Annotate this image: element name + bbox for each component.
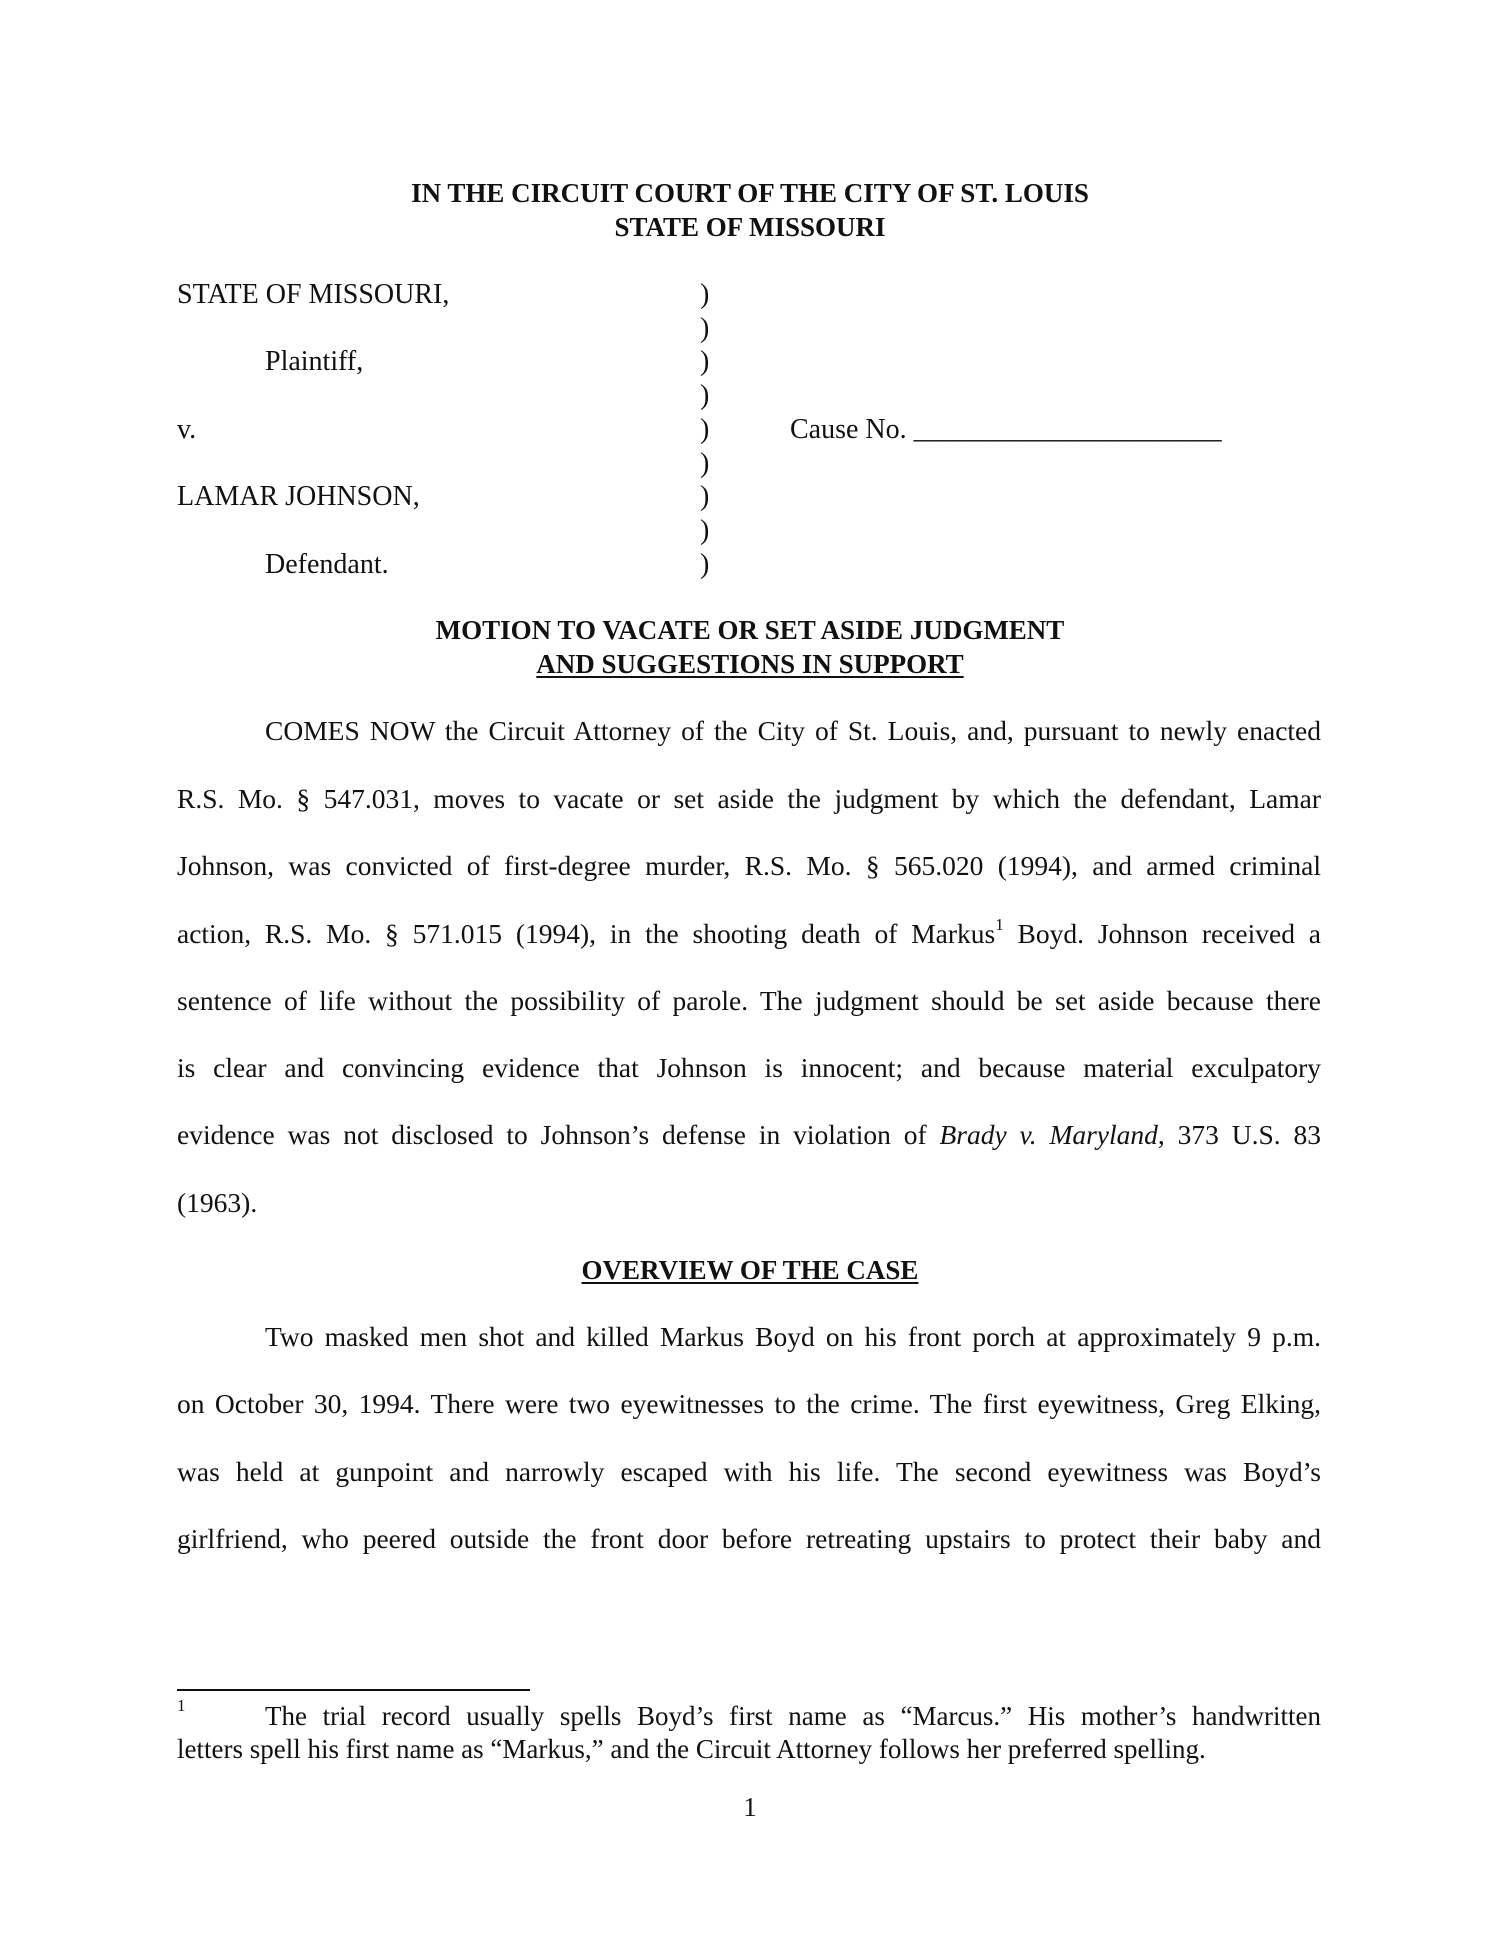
intro-line-4: [177, 914, 1322, 951]
overview-line-2: on October 30, 1994. There were two eyewitnesses to the crime. The first eyewitness, Greg Elking,: [177, 1388, 1321, 1419]
footnote-rule: [177, 1689, 530, 1691]
caption-paren: ): [700, 548, 710, 580]
intro-line-7: [177, 1118, 1321, 1152]
caption-paren: ): [700, 380, 710, 412]
intro-line-4-b: Boyd. Johnson received a: [1003, 918, 1322, 949]
plaintiff-name: STATE OF MISSOURI,: [177, 279, 450, 310]
intro-line-1: COMES NOW the Circuit Attorney of the City of St. Louis, and, pursuant to newly enacted: [265, 715, 1321, 746]
intro-line-6: is clear and convincing evidence that Johnson is innocent; and because material exculpatory: [177, 1052, 1321, 1083]
intro-line-7-a: evidence was not disclosed to Johnson’s defense in violation of: [177, 1119, 940, 1150]
caption-paren: ): [700, 312, 710, 344]
cause-number: [790, 413, 1222, 447]
cause-label: Cause No.: [790, 414, 907, 445]
caption-paren: ): [700, 346, 710, 378]
caption-paren: ): [700, 413, 710, 445]
intro-line-7-b: , 373 U.S. 83: [1157, 1119, 1322, 1150]
intro-line-4-a: action, R.S. Mo. § 571.015 (1994), in the shooting death of Markus: [177, 918, 996, 949]
motion-subtitle: [0, 647, 1500, 681]
footnote-line-1: The trial record usually spells Boyd’s first name as “Marcus.” His mother’s handwritten: [265, 1701, 1321, 1731]
footnote-ref: 1: [995, 914, 1004, 934]
cause-blank: ______________________: [913, 414, 1222, 445]
overview-line-1: Two masked men shot and killed Markus Boyd on his front porch at approximately 9 p.m.: [265, 1321, 1321, 1352]
caption-paren: ): [700, 514, 710, 546]
intro-line-3: Johnson, was convicted of first-degree murder, R.S. Mo. § 565.020 (1994), and armed criminal: [177, 850, 1321, 881]
motion-title: MOTION TO VACATE OR SET ASIDE JUDGMENT: [435, 615, 1065, 645]
motion-subtitle-text: AND SUGGESTIONS IN SUPPORT: [536, 649, 964, 679]
overview-heading-text: OVERVIEW OF THE CASE: [581, 1255, 919, 1285]
court-name: IN THE CIRCUIT COURT OF THE CITY OF ST. LOUIS: [411, 178, 1089, 208]
intro-line-2: R.S. Mo. § 547.031, moves to vacate or set aside the judgment by which the defendant, Lamar: [177, 783, 1321, 814]
overview-line-3: was held at gunpoint and narrowly escaped with his life. The second eyewitness was Boyd’s: [177, 1456, 1321, 1487]
case-citation: Brady v. Maryland: [939, 1119, 1158, 1150]
footnote-line-2: letters spell his first name as “Markus,” and the Circuit Attorney follows her preferred spelling.: [177, 1734, 1206, 1764]
defendant-role: Defendant.: [265, 549, 389, 580]
overview-line-4: girlfriend, who peered outside the front door before retreating upstairs to protect their baby and: [177, 1523, 1321, 1554]
court-state: STATE OF MISSOURI: [614, 212, 886, 242]
plaintiff-role: Plaintiff,: [265, 346, 364, 377]
versus: v.: [177, 414, 197, 445]
caption-paren: ): [700, 481, 710, 513]
footnote-marker: 1: [177, 1696, 186, 1715]
caption-paren: ): [700, 447, 710, 479]
intro-line-8: (1963).: [177, 1187, 258, 1218]
overview-heading: [0, 1253, 1500, 1287]
defendant-name: LAMAR JOHNSON,: [177, 481, 420, 512]
caption-paren: ): [700, 279, 710, 310]
intro-line-5: sentence of life without the possibility of parole. The judgment should be set aside because there: [177, 985, 1321, 1016]
page-number: 1: [743, 1792, 757, 1822]
